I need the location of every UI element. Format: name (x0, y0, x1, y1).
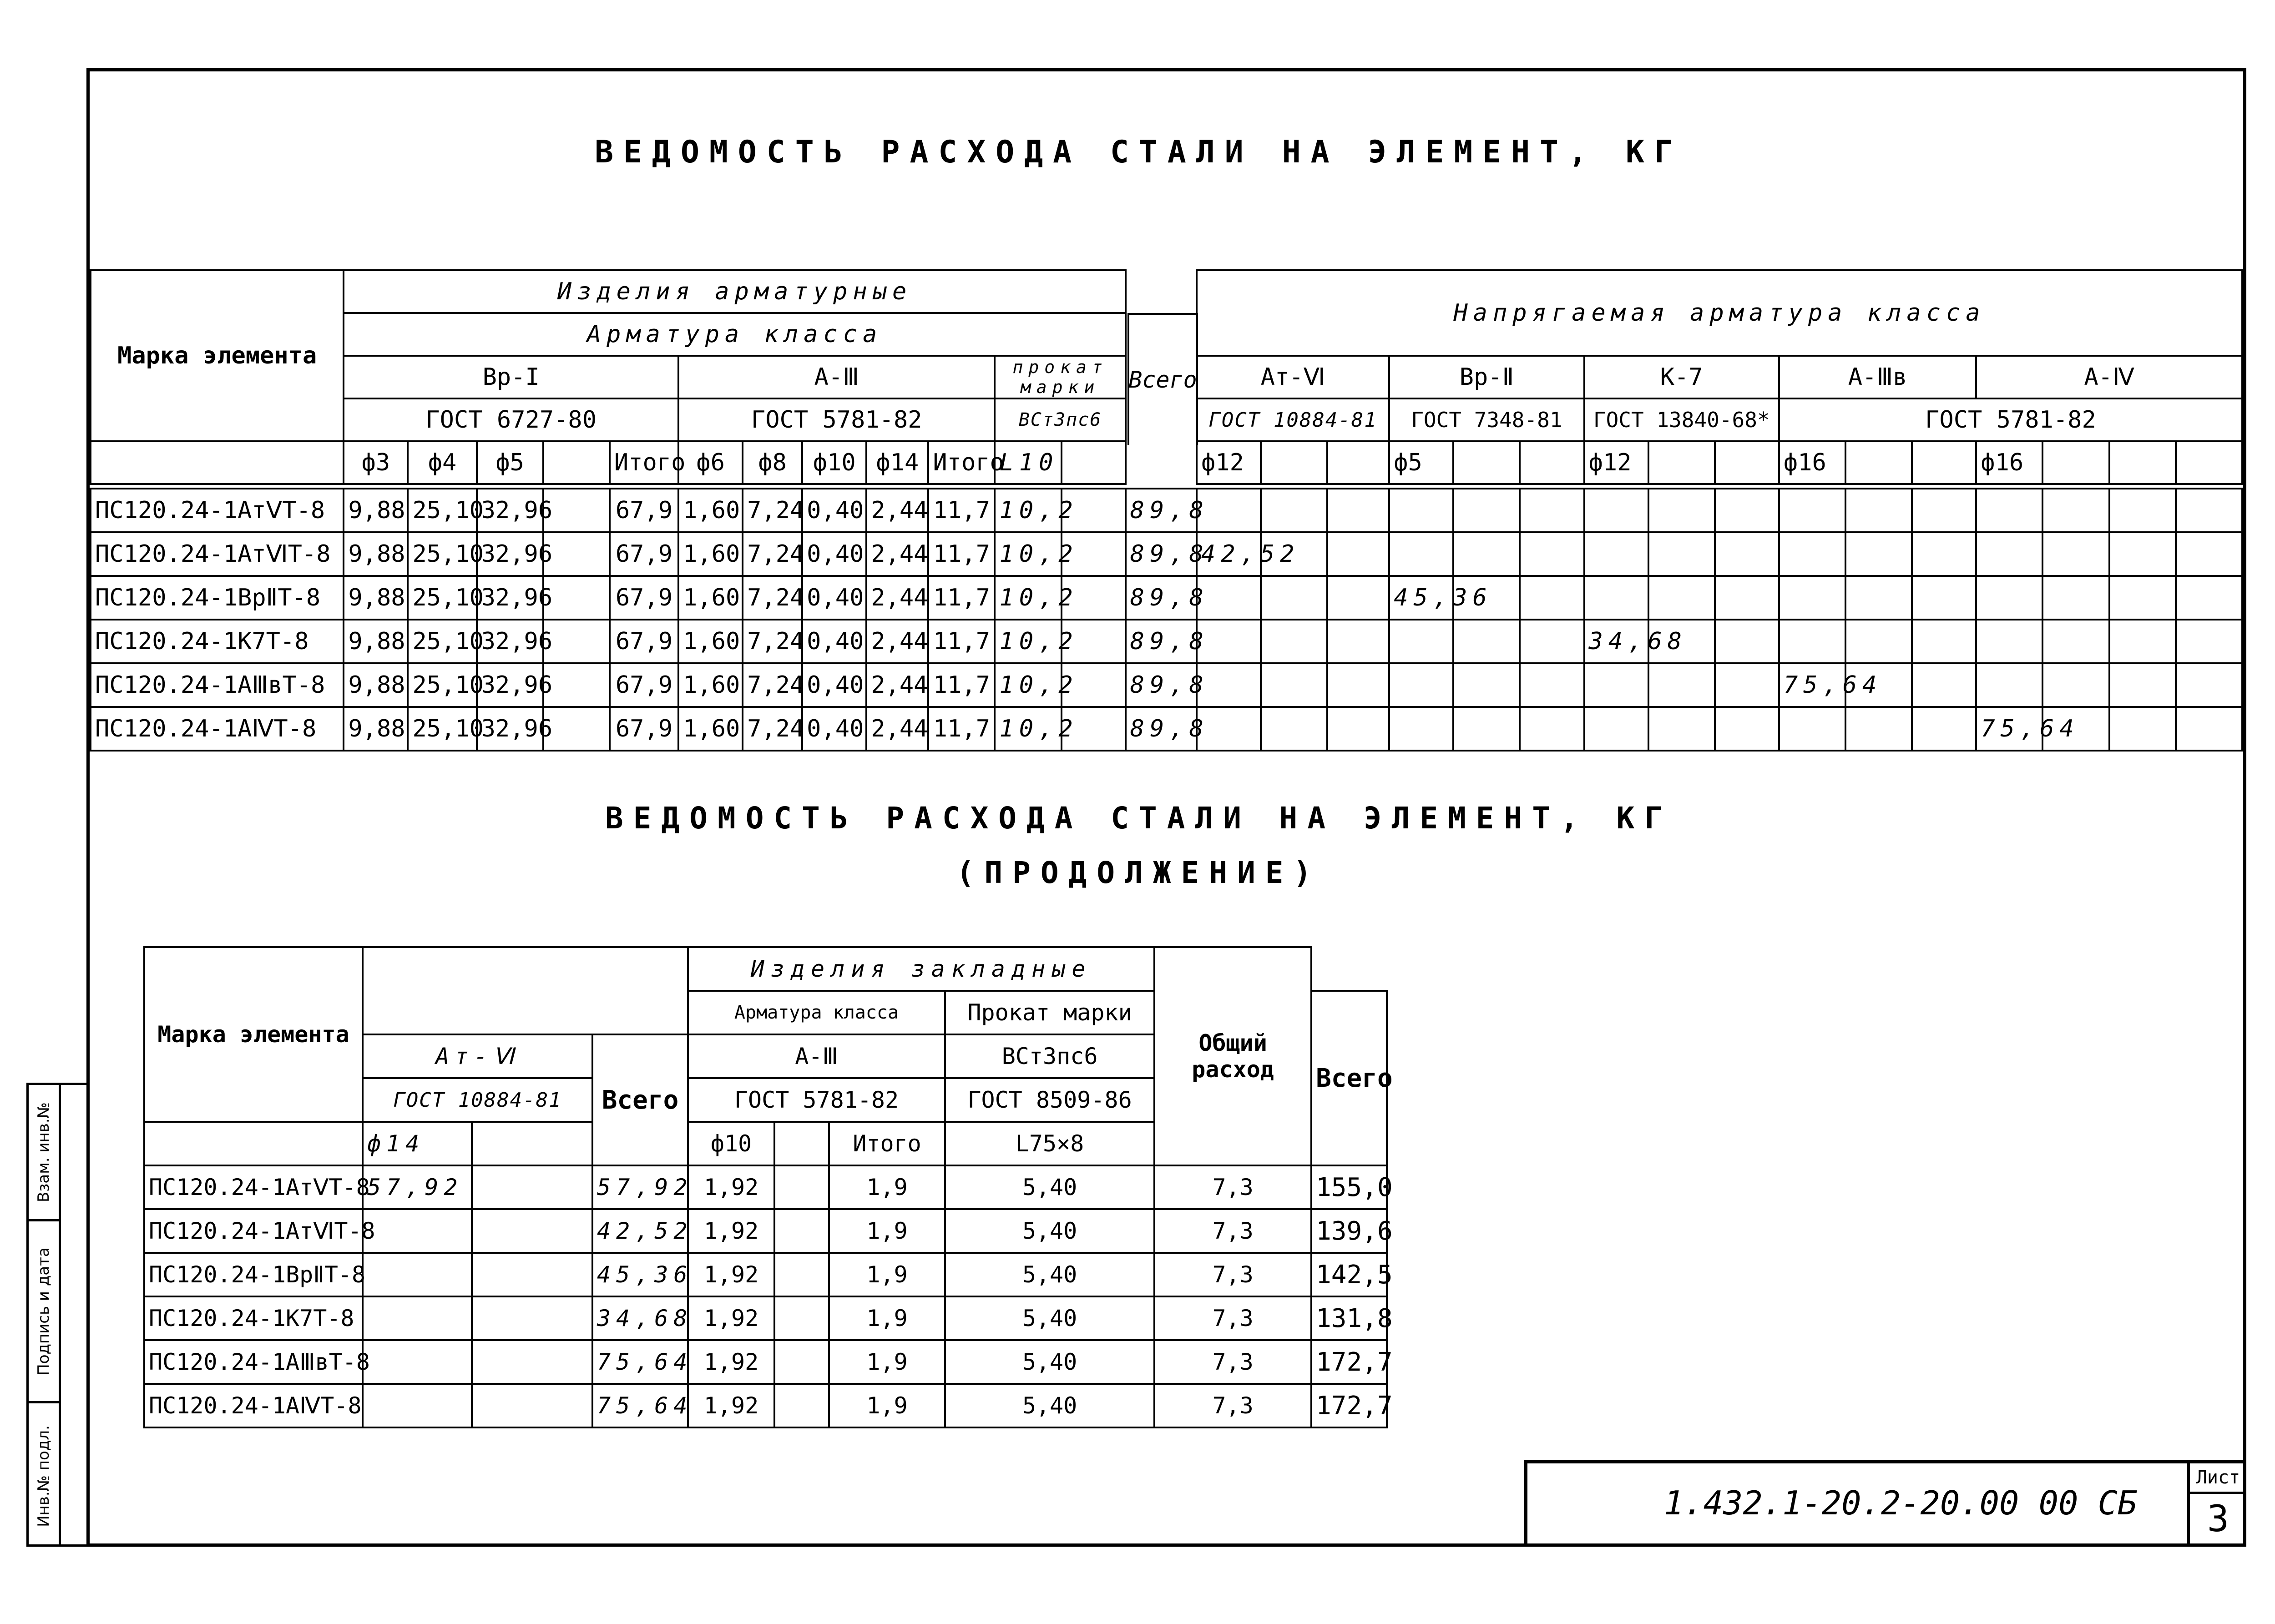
steel-consumption-rows (90, 488, 2243, 751)
header-total: Всего (1127, 313, 1198, 445)
cell-f5: 32,96 (477, 532, 543, 576)
angle-profile: L75×8 (945, 1122, 1154, 1165)
cell-mark: ПС120.24-1АⅢвТ-8 (91, 663, 344, 707)
cell-f8: 7,24 (743, 707, 802, 751)
cell-l10: 10,2 (995, 663, 1061, 707)
cell-total: 75,64 (592, 1340, 688, 1384)
cell-angle: 5,40 (945, 1340, 1154, 1384)
diam-f5: ф5 (477, 441, 543, 484)
gost-bp2: ГОСТ 7348-81 (1389, 398, 1584, 441)
cell-f6: 1,60 (678, 576, 743, 620)
cell-f14: 2,44 (866, 489, 928, 532)
table-row (91, 489, 2242, 532)
table-row (144, 1253, 1387, 1296)
itogo-bp1: Итого (610, 441, 678, 484)
cell-itogo2: 11,7 (928, 663, 995, 707)
cell-f3: 9,88 (344, 576, 408, 620)
cell-k7 (1584, 707, 1648, 751)
class-a3-2: А-Ⅲ (688, 1034, 945, 1078)
cell-a4 (1976, 620, 2042, 663)
cell-f8: 7,24 (743, 663, 802, 707)
cell-total: 89,8 (1126, 620, 1197, 663)
cell-f5: 32,96 (477, 663, 543, 707)
class-a3b: А-Ⅲв (1779, 356, 1976, 398)
class-a3: А-Ⅲ (678, 356, 995, 398)
cell-f14 (363, 1209, 472, 1253)
cell-f14 (363, 1253, 472, 1296)
prokat-mark-2: ВСт3пс6 (945, 1034, 1154, 1078)
cell-itogo: 1,9 (829, 1165, 945, 1209)
cell-l10: 10,2 (995, 489, 1061, 532)
cell-f14: 2,44 (866, 707, 928, 751)
cell-angle: 5,40 (945, 1253, 1154, 1296)
cell-f8: 7,24 (743, 620, 802, 663)
cell-a3b: 75,64 (1779, 663, 1845, 707)
header-reinf-class-2: Арматура класса (688, 991, 945, 1034)
cell-f10: 1,92 (688, 1340, 774, 1384)
cell-total: 89,8 (1126, 489, 1197, 532)
cell-f8: 7,24 (743, 489, 802, 532)
table-row (91, 576, 2242, 620)
sheet-label: Лист (2190, 1463, 2246, 1494)
cell-f14: 57,92 (363, 1165, 472, 1209)
cell-overall: 155,0 (1311, 1165, 1387, 1209)
class-bp1: Вр-I (344, 356, 678, 398)
cell-itogo2: 11,7 (928, 576, 995, 620)
title-block (1524, 1460, 2246, 1547)
cell-f14 (363, 1296, 472, 1340)
cell-f10: 0,40 (802, 489, 866, 532)
cell-f10: 0,40 (802, 707, 866, 751)
prokat-l10: L10 (995, 441, 1061, 484)
diam-f4: ф4 (408, 441, 476, 484)
cell-a3b (1779, 576, 1845, 620)
table-row (144, 1165, 1387, 1209)
cell-mark: ПС120.24-1АтⅤТ-8 (91, 489, 344, 532)
cell-mark: ПС120.24-1АтⅥТ-8 (144, 1209, 363, 1253)
cell-bp2: 45,36 (1389, 576, 1453, 620)
cell-mark: ПС120.24-1АтⅤТ-8 (144, 1165, 363, 1209)
cell-total: 89,8 (1126, 707, 1197, 751)
cell-itogo1: 67,9 (610, 532, 678, 576)
cell-itogo1: 67,9 (610, 576, 678, 620)
cell-a4 (1976, 489, 2042, 532)
cell-l10: 10,2 (995, 532, 1061, 576)
cell-k7: 34,68 (1584, 620, 1648, 663)
table-row (144, 1384, 1387, 1427)
diam-f10-2: ф10 (688, 1122, 774, 1165)
table-row (144, 1296, 1387, 1340)
cell-f10: 0,40 (802, 663, 866, 707)
strip-inv-podl: Инв.№ подл. (35, 1425, 53, 1527)
strip-podpis-data: Подпись и дата (35, 1247, 53, 1376)
cell-angle: 5,40 (945, 1165, 1154, 1209)
cell-overall: 142,5 (1311, 1253, 1387, 1296)
header-prokat-2: Прокат марки (945, 991, 1154, 1034)
cell-f4: 25,10 (408, 663, 476, 707)
cell-total: 57,92 (592, 1165, 688, 1209)
cell-overall: 172,7 (1311, 1340, 1387, 1384)
cell-overall: 131,8 (1311, 1296, 1387, 1340)
cell-f5: 32,96 (477, 707, 543, 751)
continuation-subtitle: (ПРОДОЛЖЕНИЕ) (956, 855, 1322, 890)
cell-a4 (1976, 532, 2042, 576)
cell-f8: 7,24 (743, 532, 802, 576)
cell-emb_total: 7,3 (1154, 1165, 1311, 1209)
steel-consumption-table-continued (143, 946, 1393, 1428)
gost-k7: ГОСТ 13840-68* (1584, 398, 1779, 441)
table-row (144, 1340, 1387, 1384)
diam-f3: ф3 (344, 441, 408, 484)
cell-f10: 1,92 (688, 1384, 774, 1427)
cell-a4: 75,64 (1976, 707, 2042, 751)
cell-total: 89,8 (1126, 663, 1197, 707)
cell-emb_total: 7,3 (1154, 1296, 1311, 1340)
cell-a3b (1779, 707, 1845, 751)
header-embedded-total: Всего (1311, 991, 1387, 1165)
cell-f14 (363, 1340, 472, 1384)
cell-itogo2: 11,7 (928, 489, 995, 532)
cell-f5: 32,96 (477, 489, 543, 532)
cell-emb_total: 7,3 (1154, 1340, 1311, 1384)
cell-f6: 1,60 (678, 532, 743, 576)
cell-f14: 2,44 (866, 663, 928, 707)
cell-k7 (1584, 663, 1648, 707)
cell-a3b (1779, 620, 1845, 663)
cell-l10: 10,2 (995, 576, 1061, 620)
cell-f3: 9,88 (344, 620, 408, 663)
cell-itogo1: 67,9 (610, 707, 678, 751)
cell-mark: ПС120.24-1АтⅥТ-8 (91, 532, 344, 576)
cell-f6: 1,60 (678, 489, 743, 532)
cell-f4: 25,10 (408, 707, 476, 751)
page-title: ВЕДОМОСТЬ РАСХОДА СТАЛИ НА ЭЛЕМЕНТ, КГ (595, 134, 1683, 170)
gost-a3: ГОСТ 5781-82 (678, 398, 995, 441)
table-row (91, 620, 2242, 663)
cell-f14 (363, 1384, 472, 1427)
cell-f8: 7,24 (743, 576, 802, 620)
cell-f3: 9,88 (344, 532, 408, 576)
cell-bp2 (1389, 707, 1453, 751)
cell-f14: 2,44 (866, 576, 928, 620)
header-total-2: Всего (592, 1034, 688, 1165)
cell-emb_total: 7,3 (1154, 1253, 1311, 1296)
sheet-box (2187, 1463, 2246, 1547)
cell-mark: ПС120.24-1ВрⅡТ-8 (91, 576, 344, 620)
cell-bp2 (1389, 663, 1453, 707)
itogo-2: Итого (829, 1122, 945, 1165)
cell-f10: 0,40 (802, 576, 866, 620)
cell-overall: 139,6 (1311, 1209, 1387, 1253)
class-a4: А-Ⅳ (1976, 356, 2242, 398)
cell-bp2 (1389, 489, 1453, 532)
cell-itogo1: 67,9 (610, 663, 678, 707)
cell-l10: 10,2 (995, 620, 1061, 663)
gost-at6: ГОСТ 10884-81 (1197, 398, 1389, 441)
cell-bp2 (1389, 532, 1453, 576)
cell-mark: ПС120.24-1К7Т-8 (91, 620, 344, 663)
cell-total: 34,68 (592, 1296, 688, 1340)
class-bp2: Вр-Ⅱ (1389, 356, 1584, 398)
cell-a4 (1976, 576, 2042, 620)
cell-total: 89,8 (1126, 576, 1197, 620)
cell-mark: ПС120.24-1АⅣТ-8 (91, 707, 344, 751)
cell-f14: 2,44 (866, 532, 928, 576)
cell-f10: 1,92 (688, 1253, 774, 1296)
cell-itogo: 1,9 (829, 1253, 945, 1296)
diam-f16-a3b: ф16 (1779, 441, 1845, 484)
class-k7: К-7 (1584, 356, 1779, 398)
gost-at6-2: ГОСТ 10884-81 (363, 1078, 592, 1122)
cell-emb_total: 7,3 (1154, 1384, 1311, 1427)
cell-itogo2: 11,7 (928, 620, 995, 663)
cell-emb_total: 7,3 (1154, 1209, 1311, 1253)
cell-itogo: 1,9 (829, 1209, 945, 1253)
cell-itogo: 1,9 (829, 1340, 945, 1384)
cell-f4: 25,10 (408, 620, 476, 663)
header-embedded: Изделия закладные (688, 947, 1154, 991)
header-products: Изделия арматурные (344, 270, 1125, 313)
cell-f5: 32,96 (477, 576, 543, 620)
cell-total: 42,52 (592, 1209, 688, 1253)
cell-f4: 25,10 (408, 489, 476, 532)
diam-f10: ф10 (802, 441, 866, 484)
cell-mark: ПС120.24-1АⅣТ-8 (144, 1384, 363, 1427)
cell-itogo2: 11,7 (928, 707, 995, 751)
cell-itogo1: 67,9 (610, 620, 678, 663)
table-row (91, 707, 2242, 751)
gost-prokat-2: ГОСТ 8509-86 (945, 1078, 1154, 1122)
diam-f14: ф14 (866, 441, 928, 484)
cell-f10: 0,40 (802, 620, 866, 663)
cell-f3: 9,88 (344, 489, 408, 532)
class-at6: Ат-Ⅵ (1197, 356, 1389, 398)
diam-f5-bp2: ф5 (1389, 441, 1453, 484)
cell-mark: ПС120.24-1К7Т-8 (144, 1296, 363, 1340)
header-prestressed: Напрягаемая арматура класса (1197, 270, 2242, 356)
strip-vzam-inv: Взам. инв.№ (35, 1102, 53, 1202)
diam-f16-a4: ф16 (1976, 441, 2042, 484)
gost-a3b-a4: ГОСТ 5781-82 (1779, 398, 2242, 441)
cell-f5: 32,96 (477, 620, 543, 663)
cell-total: 89,8 (1126, 532, 1197, 576)
diam-f12-at6: ф12 (1197, 441, 1261, 484)
header-overall: Общий расход (1154, 947, 1311, 1165)
cell-total: 45,36 (592, 1253, 688, 1296)
cell-angle: 5,40 (945, 1296, 1154, 1340)
cell-f10: 1,92 (688, 1296, 774, 1340)
cell-l10: 10,2 (995, 707, 1061, 751)
header-mark: Марка элемента (91, 270, 344, 441)
cell-angle: 5,40 (945, 1209, 1154, 1253)
table-row (144, 1209, 1387, 1253)
cell-f3: 9,88 (344, 707, 408, 751)
table-row (91, 532, 2242, 576)
cell-overall: 172,7 (1311, 1384, 1387, 1427)
class-prokat: прокат марки (995, 356, 1125, 398)
cell-itogo2: 11,7 (928, 532, 995, 576)
cell-a3b (1779, 489, 1845, 532)
cell-f4: 25,10 (408, 576, 476, 620)
cell-f10: 1,92 (688, 1165, 774, 1209)
diam-f14-2: ф14 (363, 1122, 472, 1165)
diam-f8: ф8 (743, 441, 802, 484)
cell-mark: ПС120.24-1АⅢвТ-8 (144, 1340, 363, 1384)
cell-f14: 2,44 (866, 620, 928, 663)
class-at6-2: Ат-Ⅵ (363, 1034, 592, 1078)
cell-f10: 0,40 (802, 532, 866, 576)
cell-at6: 42,52 (1197, 532, 1261, 576)
cell-f10: 1,92 (688, 1209, 774, 1253)
diam-f6: ф6 (678, 441, 743, 484)
header-reinf-class: Арматура класса (344, 313, 1125, 356)
continuation-title: ВЕДОМОСТЬ РАСХОДА СТАЛИ НА ЭЛЕМЕНТ, КГ (605, 801, 1673, 836)
cell-f4: 25,10 (408, 532, 476, 576)
sheet-number: 3 (2207, 1498, 2230, 1540)
cell-a4 (1976, 663, 2042, 707)
cell-f3: 9,88 (344, 663, 408, 707)
table-row (91, 663, 2242, 707)
cell-bp2 (1389, 620, 1453, 663)
diam-f12-k7: ф12 (1584, 441, 1648, 484)
cell-f6: 1,60 (678, 663, 743, 707)
cell-itogo: 1,9 (829, 1296, 945, 1340)
document-number: 1.432.1-20.2-20.00 00 СБ (1664, 1484, 2138, 1522)
side-strip (26, 1083, 86, 1547)
cell-k7 (1584, 576, 1648, 620)
itogo-a3: Итого (928, 441, 995, 484)
cell-f6: 1,60 (678, 620, 743, 663)
cell-k7 (1584, 489, 1648, 532)
cell-itogo: 1,9 (829, 1384, 945, 1427)
header-mark-2: Марка элемента (144, 947, 363, 1122)
cell-itogo1: 67,9 (610, 489, 678, 532)
cell-f6: 1,60 (678, 707, 743, 751)
cell-angle: 5,40 (945, 1384, 1154, 1427)
gost-a3-2: ГОСТ 5781-82 (688, 1078, 945, 1122)
cell-mark: ПС120.24-1ВрⅡТ-8 (144, 1253, 363, 1296)
prokat-mark: ВСт3пс6 (995, 398, 1125, 441)
cell-a3b (1779, 532, 1845, 576)
cell-k7 (1584, 532, 1648, 576)
gost-bp1: ГОСТ 6727-80 (344, 398, 678, 441)
cell-total: 75,64 (592, 1384, 688, 1427)
